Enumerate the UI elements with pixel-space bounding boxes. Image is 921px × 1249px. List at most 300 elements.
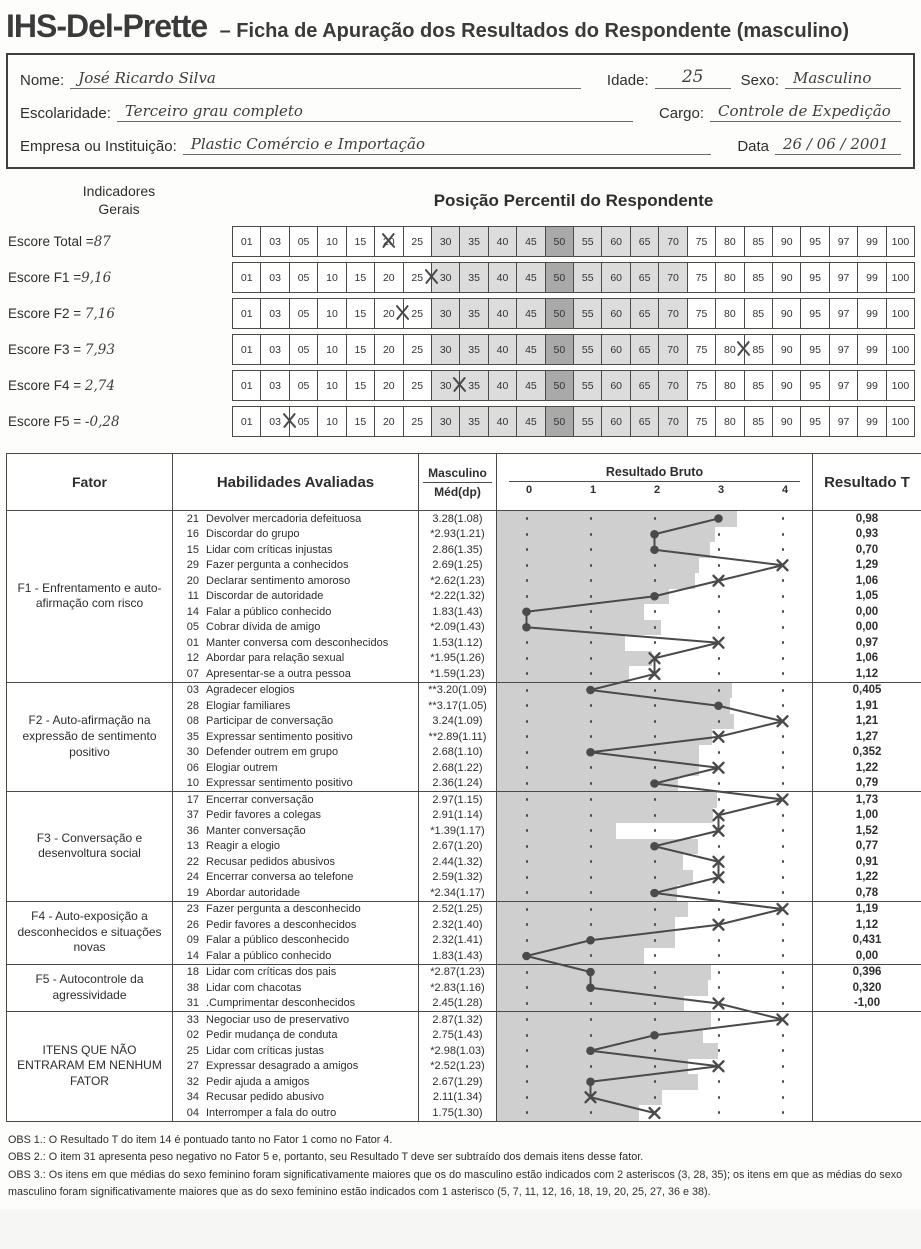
- percentile-cell[interactable]: 80: [715, 407, 743, 436]
- percentile-cell[interactable]: 40: [488, 263, 516, 292]
- percentile-cell[interactable]: 65: [630, 371, 658, 400]
- percentile-cell[interactable]: 10: [317, 371, 345, 400]
- scale-dot: [718, 672, 721, 675]
- bruto-scale-tick: 2: [653, 484, 661, 496]
- percentile-header: [6, 183, 915, 218]
- percentile-score-value: 7,93: [84, 341, 115, 358]
- scale-dot: [718, 1034, 721, 1037]
- med-dp-cell: *2.83(1.16): [419, 980, 497, 996]
- percentile-cell[interactable]: 99: [857, 407, 885, 436]
- percentile-cell[interactable]: 30: [431, 407, 459, 436]
- percentile-cell[interactable]: 10: [317, 407, 345, 436]
- percentile-cell[interactable]: 99: [857, 227, 885, 256]
- percentile-cell[interactable]: 15: [346, 335, 374, 364]
- percentile-cell[interactable]: 85: [744, 263, 772, 292]
- percentile-cell[interactable]: 03: [260, 299, 288, 328]
- resultado-t-cell: 0,79: [813, 776, 921, 792]
- percentile-cell[interactable]: 55: [573, 299, 601, 328]
- percentile-cell[interactable]: 99: [857, 335, 885, 364]
- percentile-cell[interactable]: 35: [459, 263, 487, 292]
- percentile-cell[interactable]: 90: [772, 335, 800, 364]
- med-dp-cell: 2.86(1.35): [419, 542, 497, 558]
- item-number: 05: [186, 621, 199, 634]
- percentile-cell[interactable]: 70: [658, 299, 686, 328]
- scale-dot: [782, 814, 785, 817]
- scale-dot: [782, 610, 785, 613]
- percentile-cell[interactable]: 45: [516, 371, 544, 400]
- percentile-cell[interactable]: 90: [772, 371, 800, 400]
- percentile-cell[interactable]: 15: [346, 227, 374, 256]
- empresa-field[interactable]: Plastic Comércio e Importação: [183, 135, 712, 155]
- med-dp-cell: 2.52(1.25): [419, 901, 497, 917]
- scale-dot: [654, 954, 657, 957]
- percentile-cell[interactable]: 80: [715, 263, 743, 292]
- item-number: 11: [187, 590, 199, 603]
- percentile-cell[interactable]: 25: [403, 371, 431, 400]
- scale-dot: [718, 610, 721, 613]
- percentile-cell[interactable]: 70: [658, 407, 686, 436]
- percentile-cell[interactable]: 35: [459, 371, 487, 400]
- percentile-cell[interactable]: 40: [488, 227, 516, 256]
- scale-dot: [782, 829, 785, 832]
- percentile-cell[interactable]: 60: [601, 371, 629, 400]
- percentile-cell[interactable]: 05: [289, 263, 317, 292]
- fator-cell: F3 - Conversação e desenvoltura social: [7, 792, 173, 902]
- percentile-cell[interactable]: 03: [260, 407, 288, 436]
- habilidade-cell: 19 Abordar autoridade: [173, 885, 419, 901]
- percentile-cell[interactable]: 97: [829, 371, 857, 400]
- bruto-chart-cell: [497, 870, 813, 886]
- med-dp-cell: **3.17(1.05): [419, 698, 497, 714]
- header-masculino-med: Masculino Méd(dp): [419, 454, 497, 511]
- scale-dot: [782, 1034, 785, 1037]
- percentile-cell[interactable]: 30: [431, 335, 459, 364]
- percentile-cell[interactable]: 75: [687, 371, 715, 400]
- percentile-cell[interactable]: 60: [601, 227, 629, 256]
- item-number: 32: [186, 1075, 199, 1088]
- percentile-cell[interactable]: 55: [573, 227, 601, 256]
- percentile-cell[interactable]: 01: [240, 415, 253, 428]
- resultado-t-cell: 1,22: [813, 760, 921, 776]
- percentile-cell[interactable]: 80: [715, 335, 743, 364]
- percentile-cell[interactable]: 100: [886, 299, 914, 328]
- percentile-cell[interactable]: 40: [488, 407, 516, 436]
- percentile-cell[interactable]: 65: [630, 335, 658, 364]
- percentile-cell[interactable]: 97: [829, 263, 857, 292]
- percentile-cell[interactable]: 10: [317, 227, 345, 256]
- resultado-t-cell: 1,21: [813, 714, 921, 730]
- scale-dot: [718, 814, 721, 817]
- percentile-row-label: Escore F2 = 7,16: [8, 305, 115, 322]
- percentile-cell[interactable]: 70: [658, 371, 686, 400]
- item-number: 02: [186, 1029, 199, 1042]
- percentile-cell[interactable]: 01: [240, 271, 253, 284]
- bruto-chart-cell: [497, 666, 813, 682]
- percentile-score-value: 9,16: [81, 269, 112, 286]
- scale-dot: [526, 1002, 529, 1005]
- bruto-chart-cell: [497, 620, 813, 636]
- scale-dot: [590, 595, 593, 598]
- percentile-cell[interactable]: 55: [573, 371, 601, 400]
- percentile-cell[interactable]: 65: [630, 407, 658, 436]
- percentile-cell[interactable]: 80: [715, 227, 743, 256]
- percentile-cell[interactable]: 85: [744, 227, 772, 256]
- scale-dot: [782, 720, 785, 723]
- scale-dot: [782, 751, 785, 754]
- percentile-row: [6, 226, 915, 257]
- percentile-cell[interactable]: 30: [431, 263, 459, 292]
- header-fator: Fator: [7, 454, 173, 511]
- percentile-cell[interactable]: 97: [829, 299, 857, 328]
- percentile-score-value: 2,74: [84, 377, 115, 394]
- scale-dot: [782, 1049, 785, 1052]
- percentile-cell[interactable]: 30: [431, 299, 459, 328]
- percentile-cell[interactable]: 05: [289, 407, 317, 436]
- percentile-cell[interactable]: 75: [687, 263, 715, 292]
- scale-dot: [782, 1002, 785, 1005]
- bruto-chart-cell: [497, 917, 813, 933]
- percentile-cell[interactable]: 100: [886, 407, 914, 436]
- item-number: 16: [186, 528, 199, 541]
- habilidade-cell: 10 Expressar sentimento positivo: [173, 776, 419, 792]
- percentile-cell[interactable]: 60: [601, 263, 629, 292]
- percentile-cell[interactable]: 70: [658, 227, 686, 256]
- scale-dot: [782, 891, 785, 894]
- percentile-cell[interactable]: 75: [687, 407, 715, 436]
- item-number: 31: [186, 997, 199, 1010]
- percentile-cell[interactable]: 05: [289, 227, 317, 256]
- scale-dot: [526, 720, 529, 723]
- percentile-cell[interactable]: 75: [687, 227, 715, 256]
- percentile-rows: [6, 226, 915, 437]
- fator-cell: F1 - Enfrentamento e auto-afirmação com risco: [7, 511, 173, 683]
- percentile-cell[interactable]: 90: [772, 407, 800, 436]
- fator-cell: F5 - Autocontrole da agressividade: [7, 964, 173, 1012]
- percentile-row-label: Escore F3 = 7,93: [8, 341, 115, 358]
- item-number: 18: [186, 966, 199, 979]
- percentile-cell[interactable]: 25: [403, 227, 431, 256]
- form-row-nome: [20, 67, 901, 89]
- med-dp-cell: 3.28(1.08): [419, 511, 497, 527]
- resultado-t-cell: 1,12: [813, 666, 921, 682]
- scale-dot: [654, 939, 657, 942]
- percentile-cell[interactable]: 50: [545, 371, 573, 400]
- resultado-t-cell: 1,52: [813, 823, 921, 839]
- percentile-cell[interactable]: 45: [516, 407, 544, 436]
- table-row: [7, 792, 921, 808]
- percentile-cell[interactable]: 50: [545, 407, 573, 436]
- percentile-cell[interactable]: 100: [886, 371, 914, 400]
- med-dp-cell: 2.91(1.14): [419, 808, 497, 824]
- med-dp-cell: *2.62(1.23): [419, 573, 497, 589]
- scale-dot: [590, 908, 593, 911]
- percentile-cell[interactable]: 35: [459, 335, 487, 364]
- scale-dot: [654, 641, 657, 644]
- percentile-cell[interactable]: 75: [687, 299, 715, 328]
- table-row: [7, 511, 921, 527]
- percentile-cell[interactable]: 01: [240, 379, 253, 392]
- percentile-cell[interactable]: 20: [374, 335, 402, 364]
- scale-dot: [590, 971, 593, 974]
- percentile-cell[interactable]: 05: [289, 299, 317, 328]
- med-dp-cell: 1.75(1.30): [419, 1105, 497, 1121]
- percentile-cell[interactable]: 60: [601, 407, 629, 436]
- resultado-t-cell: [813, 1043, 921, 1059]
- scale-dot: [782, 860, 785, 863]
- habilidade-cell: 34 Recusar pedido abusivo: [173, 1090, 419, 1106]
- mean-band-bar: [497, 1012, 711, 1028]
- habilidade-cell: 02 Pedir mudança de conduta: [173, 1028, 419, 1044]
- bruto-chart-cell: [497, 1028, 813, 1044]
- item-number: 09: [186, 934, 199, 947]
- percentile-cell[interactable]: 50: [545, 227, 573, 256]
- resultado-t-cell: 1,06: [813, 573, 921, 589]
- percentile-cell[interactable]: 90: [772, 299, 800, 328]
- scale-dot: [654, 1065, 657, 1068]
- scale-dot: [782, 579, 785, 582]
- table-row: [7, 1012, 921, 1028]
- percentile-cell[interactable]: 01: [240, 235, 253, 248]
- mean-band-bar: [497, 542, 710, 558]
- percentile-cell[interactable]: 01: [240, 343, 253, 356]
- mean-band-bar: [497, 635, 625, 651]
- header-resultado-bruto: Resultado Bruto 0 1 2 3 4: [497, 454, 813, 511]
- scale-dot: [718, 1080, 721, 1083]
- scale-dot: [654, 1002, 657, 1005]
- data-field[interactable]: 26 / 06 / 2001: [775, 135, 901, 155]
- percentile-cell[interactable]: 60: [601, 299, 629, 328]
- habilidade-cell: 01 Manter conversa com desconhecidos: [173, 635, 419, 651]
- percentile-cell[interactable]: 45: [516, 227, 544, 256]
- percentile-cell[interactable]: 85: [744, 407, 772, 436]
- percentile-cell[interactable]: 20: [374, 299, 402, 328]
- mean-band-bar: [497, 1043, 718, 1059]
- percentile-cell[interactable]: 85: [744, 335, 772, 364]
- scale-dot: [654, 657, 657, 660]
- percentile-cell[interactable]: 20: [374, 263, 402, 292]
- percentile-cell[interactable]: 95: [800, 371, 828, 400]
- percentile-cell[interactable]: 10: [317, 335, 345, 364]
- scale-dot: [590, 626, 593, 629]
- resultado-t-cell: [813, 1012, 921, 1028]
- percentile-cell[interactable]: 97: [829, 335, 857, 364]
- percentile-cell[interactable]: 20: [374, 407, 402, 436]
- bruto-scale: [499, 484, 810, 499]
- bruto-chart-cell: [497, 808, 813, 824]
- item-number: 12: [186, 652, 199, 665]
- percentile-cell[interactable]: 03: [260, 227, 288, 256]
- percentile-cell[interactable]: 30: [431, 227, 459, 256]
- percentile-cell[interactable]: 90: [772, 227, 800, 256]
- percentile-row: [6, 370, 915, 401]
- results-table-header-row: [7, 454, 921, 511]
- percentile-cell[interactable]: 03: [260, 335, 288, 364]
- scale-dot: [782, 548, 785, 551]
- percentile-cell[interactable]: 70: [658, 335, 686, 364]
- percentile-cell[interactable]: 99: [857, 299, 885, 328]
- percentile-score-value: -0,28: [84, 413, 120, 430]
- percentile-cell[interactable]: 50: [545, 299, 573, 328]
- habilidade-cell: 24 Encerrar conversa ao telefone: [173, 870, 419, 886]
- percentile-cell[interactable]: 80: [715, 299, 743, 328]
- percentile-cell[interactable]: 30: [431, 371, 459, 400]
- percentile-cell[interactable]: 70: [658, 263, 686, 292]
- med-dp-cell: *1.39(1.17): [419, 823, 497, 839]
- percentile-cell[interactable]: 20: [374, 371, 402, 400]
- obs-notes: [8, 1132, 913, 1201]
- percentile-cell[interactable]: 95: [800, 263, 828, 292]
- percentile-cell[interactable]: 85: [744, 299, 772, 328]
- scale-dot: [718, 720, 721, 723]
- percentile-cell[interactable]: 65: [630, 263, 658, 292]
- percentile-cell[interactable]: 25: [403, 299, 431, 328]
- resultado-t-cell: 0,00: [813, 620, 921, 636]
- percentile-cell[interactable]: 05: [289, 371, 317, 400]
- bruto-chart-cell: [497, 698, 813, 714]
- percentile-cell[interactable]: 01: [240, 307, 253, 320]
- cargo-label: Cargo:: [658, 105, 704, 122]
- med-dp-cell: 2.69(1.25): [419, 558, 497, 574]
- percentile-cell[interactable]: 95: [800, 407, 828, 436]
- scale-dot: [526, 939, 529, 942]
- scale-dot: [590, 876, 593, 879]
- percentile-cell[interactable]: 40: [488, 371, 516, 400]
- med-dp-cell: *2.09(1.43): [419, 620, 497, 636]
- med-dp-cell: 2.87(1.32): [419, 1012, 497, 1028]
- percentile-cell[interactable]: 35: [459, 407, 487, 436]
- bruto-chart-cell: [497, 933, 813, 949]
- percentile-cell[interactable]: 55: [573, 335, 601, 364]
- scale-dot: [526, 1065, 529, 1068]
- habilidade-cell: 20 Declarar sentimento amoroso: [173, 573, 419, 589]
- percentile-cell[interactable]: 99: [857, 263, 885, 292]
- percentile-cell[interactable]: 10: [317, 263, 345, 292]
- percentile-cell[interactable]: 80: [715, 371, 743, 400]
- scale-dot: [718, 1018, 721, 1021]
- resultado-t-cell: 0,352: [813, 745, 921, 761]
- habilidade-cell: 14 Falar a público conhecido: [173, 604, 419, 620]
- percentile-cell[interactable]: 75: [687, 335, 715, 364]
- scale-dot: [654, 564, 657, 567]
- percentile-row: [6, 262, 915, 293]
- scale-dot: [526, 845, 529, 848]
- item-number: 07: [186, 667, 199, 680]
- percentile-cell[interactable]: 20: [374, 227, 402, 256]
- percentile-cell[interactable]: 50: [545, 263, 573, 292]
- med-dp-cell: 2.75(1.43): [419, 1028, 497, 1044]
- percentile-cell[interactable]: 35: [459, 227, 487, 256]
- resultado-t-cell: 1,06: [813, 651, 921, 667]
- percentile-cell[interactable]: 15: [346, 263, 374, 292]
- percentile-cell[interactable]: 90: [772, 263, 800, 292]
- med-dp-cell: 2.59(1.32): [419, 870, 497, 886]
- scale-dot: [590, 1002, 593, 1005]
- percentile-cell[interactable]: 25: [403, 407, 431, 436]
- percentile-cell[interactable]: 95: [800, 335, 828, 364]
- percentile-cell[interactable]: 65: [630, 227, 658, 256]
- respondent-info-box: [6, 53, 915, 169]
- cargo-field[interactable]: Controle de Expedição: [710, 102, 901, 122]
- scale-dot: [782, 1018, 785, 1021]
- habilidade-cell: 06 Elogiar outrem: [173, 760, 419, 776]
- percentile-cell[interactable]: 100: [886, 263, 914, 292]
- data-label: Data: [737, 138, 769, 155]
- percentile-x-marker: [281, 412, 299, 432]
- sexo-field[interactable]: Masculino: [785, 69, 901, 89]
- percentile-cell[interactable]: 65: [630, 299, 658, 328]
- percentile-cell[interactable]: 35: [459, 299, 487, 328]
- scale-dot: [526, 626, 529, 629]
- percentile-cell[interactable]: 100: [886, 335, 914, 364]
- percentile-cell[interactable]: 15: [346, 299, 374, 328]
- percentile-cell[interactable]: 25: [403, 263, 431, 292]
- percentile-cell[interactable]: 40: [488, 335, 516, 364]
- percentile-cell[interactable]: 97: [829, 407, 857, 436]
- percentile-cell[interactable]: 50: [545, 335, 573, 364]
- percentile-cell[interactable]: 95: [800, 299, 828, 328]
- percentile-cell[interactable]: 05: [289, 335, 317, 364]
- percentile-cell[interactable]: 45: [516, 335, 544, 364]
- resultado-t-cell: 0,431: [813, 933, 921, 949]
- bruto-chart-cell: [497, 1043, 813, 1059]
- mean-band-bar: [497, 604, 644, 620]
- percentile-cell[interactable]: 55: [573, 407, 601, 436]
- bruto-scale-tick: 0: [525, 484, 533, 496]
- percentile-cell[interactable]: 99: [857, 371, 885, 400]
- percentile-cell[interactable]: 45: [516, 299, 544, 328]
- bruto-chart-cell: [497, 527, 813, 543]
- percentile-cell[interactable]: 55: [573, 263, 601, 292]
- percentile-cell[interactable]: 15: [346, 407, 374, 436]
- percentile-cell[interactable]: 10: [317, 299, 345, 328]
- idade-field[interactable]: 25: [655, 67, 731, 89]
- percentile-cell[interactable]: 03: [260, 263, 288, 292]
- percentile-row: [6, 406, 915, 437]
- nome-field[interactable]: José Ricardo Silva: [70, 69, 581, 89]
- scale-dot: [526, 782, 529, 785]
- habilidade-cell: 27 Expressar desagrado a amigos: [173, 1059, 419, 1075]
- table-row: [7, 682, 921, 698]
- habilidade-cell: 25 Lidar com críticas justas: [173, 1043, 419, 1059]
- escolaridade-field[interactable]: Terceiro grau completo: [117, 102, 633, 122]
- percentile-cell[interactable]: 60: [601, 335, 629, 364]
- percentile-cell[interactable]: 15: [346, 371, 374, 400]
- percentile-cell[interactable]: 85: [744, 371, 772, 400]
- scale-dot: [718, 1096, 721, 1099]
- percentile-cell[interactable]: 97: [829, 227, 857, 256]
- scale-dot: [782, 1111, 785, 1114]
- scale-dot: [590, 782, 593, 785]
- scale-dot: [526, 533, 529, 536]
- scale-dot: [718, 860, 721, 863]
- percentile-cell[interactable]: 95: [800, 227, 828, 256]
- percentile-cell[interactable]: 03: [260, 371, 288, 400]
- percentile-x-marker: [423, 268, 441, 288]
- percentile-cell[interactable]: 40: [488, 299, 516, 328]
- page-title: [4, 4, 917, 51]
- resultado-t-cell: 1,27: [813, 729, 921, 745]
- scale-dot: [782, 735, 785, 738]
- scale-dot: [654, 720, 657, 723]
- med-dp-cell: 2.11(1.34): [419, 1090, 497, 1106]
- bruto-chart-cell: [497, 964, 813, 980]
- percentile-cell[interactable]: 45: [516, 263, 544, 292]
- scale-dot: [718, 766, 721, 769]
- scale-dot: [718, 891, 721, 894]
- percentile-cell[interactable]: 100: [886, 227, 914, 256]
- percentile-cell[interactable]: 25: [403, 335, 431, 364]
- percentile-title: Posição Percentil do Respondente: [433, 190, 714, 210]
